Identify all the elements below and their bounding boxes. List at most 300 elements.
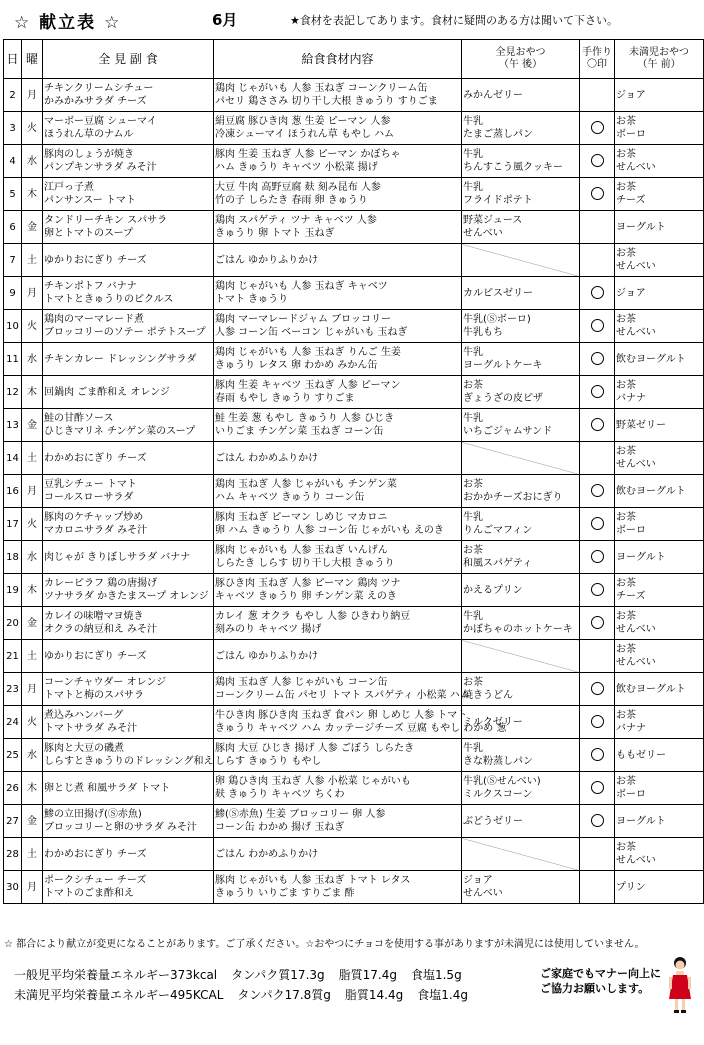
- snack-am-cell: [615, 640, 704, 673]
- nutrition-line-toddler: 未満児平均栄養量エネルギー495KCAL タンパク17.8質g 脂質14.4g 食塩1.4g: [14, 988, 468, 1002]
- cell-line: お茶: [616, 776, 636, 787]
- cell-line: ブロッコリーと卵のサラダ みそ汁: [44, 822, 197, 833]
- cell-line: 竹の子 しらたき 春雨 卵 きゅうり: [215, 195, 368, 206]
- snack-am-cell: [615, 805, 704, 838]
- cell-line: いりごま チンゲン菜 玉ねぎ コーン缶: [215, 426, 384, 437]
- day-cell: 23: [4, 673, 22, 706]
- cell-line: ヨーグルト: [616, 221, 666, 233]
- day-cell: 18: [4, 541, 22, 574]
- cell-line: お茶: [616, 248, 636, 259]
- handmade-cell: [580, 805, 615, 838]
- day-cell: 16: [4, 475, 22, 508]
- handmade-cell: [580, 145, 615, 178]
- cell-line: お茶: [616, 149, 636, 160]
- cell-line: 鶏肉 玉ねぎ 人参 じゃがいも チンゲン菜: [215, 479, 397, 490]
- menu-row: [4, 508, 704, 541]
- cell-line: 牛乳: [463, 149, 483, 160]
- menu-row: [4, 640, 704, 673]
- lunch-cell: [43, 343, 214, 376]
- snack-am-cell: [615, 409, 704, 442]
- cell-line: せんべい: [616, 327, 656, 338]
- cell-line: 豚肉 生姜 玉ねぎ 人参 ピーマン かぼちゃ: [215, 149, 401, 160]
- menu-row: [4, 673, 704, 706]
- cell-line: 卵とトマトのスープ: [44, 228, 133, 239]
- handmade-cell: [580, 838, 615, 871]
- cell-line: ごはん わかめふりかけ: [215, 848, 319, 860]
- snack-pm-cell: [462, 145, 580, 178]
- snack-am-cell: [615, 706, 704, 739]
- snack-am-cell: [615, 772, 704, 805]
- cell-line: ぶどうゼリー: [463, 815, 523, 827]
- header-note: ★食材を表記してあります。食材に疑問のある方は聞いて下さい。: [290, 14, 618, 27]
- handmade-cell: [580, 772, 615, 805]
- cell-line: しらす きゅうり もやし: [215, 756, 322, 767]
- handmade-cell: [580, 112, 615, 145]
- snack-pm-cell: [462, 607, 580, 640]
- handmade-mark-icon: [591, 385, 604, 398]
- lunch-cell: [43, 475, 214, 508]
- dow-cell: 金: [22, 805, 43, 838]
- snack-pm-cell: [462, 343, 580, 376]
- lunch-cell: [43, 574, 214, 607]
- snack-am-cell: [615, 244, 704, 277]
- cell-line: ごはん ゆかりふりかけ: [215, 650, 319, 662]
- cell-line: フライドポテト: [463, 195, 533, 206]
- menu-row: [4, 574, 704, 607]
- cell-line: ボーロ: [616, 789, 646, 800]
- snack-pm-cell: [462, 871, 580, 904]
- ingredients-cell: [214, 79, 462, 112]
- menu-row: [4, 145, 704, 178]
- dow-cell: 水: [22, 145, 43, 178]
- cell-line: 春雨 もやし きゅうり すりごま: [215, 393, 355, 404]
- snack-pm-cell: [462, 772, 580, 805]
- cell-line: お茶: [463, 380, 483, 391]
- cell-line: 人参 コーン缶 ベーコン じゃがいも 玉ねぎ: [215, 327, 408, 338]
- cell-line: 卵 鶏ひき肉 玉ねぎ 人参 小松菜 じゃがいも: [215, 776, 411, 787]
- snack-am-cell: [615, 541, 704, 574]
- dow-cell: 土: [22, 442, 43, 475]
- snack-pm-cell: [462, 178, 580, 211]
- cell-line: かみかみサラダ チーズ: [44, 96, 147, 107]
- day-cell: 28: [4, 838, 22, 871]
- handmade-mark-icon: [591, 550, 604, 563]
- cell-line: 豚肉 生姜 キャベツ 玉ねぎ 人参 ピーマン: [215, 380, 401, 391]
- menu-row: [4, 244, 704, 277]
- ingredients-cell: [214, 871, 462, 904]
- snack-am-cell: [615, 475, 704, 508]
- snack-am-cell: [615, 673, 704, 706]
- ingredients-cell: [214, 508, 462, 541]
- cell-line: きゅうり 卵 トマト 玉ねぎ: [215, 228, 335, 239]
- cell-line: 鶏肉 玉ねぎ 人参 じゃがいも コーン缶: [215, 677, 388, 688]
- snack-pm-cell: [462, 508, 580, 541]
- cell-line: 鶏肉 スパゲティ ツナ キャベツ 人参: [215, 215, 377, 226]
- ingredients-cell: [214, 772, 462, 805]
- cell-line: 牛乳: [463, 347, 483, 358]
- nutrition-line-general: 一般児平均栄養量エネルギー373kcal タンパク質17.3g 脂質17.4g 食塩1.5g: [14, 968, 462, 982]
- cell-line: パンプキンサラダ みそ汁: [44, 162, 157, 173]
- cell-line: 牛乳: [463, 611, 483, 622]
- cell-line: 回鍋肉 ごま酢和え オレンジ: [44, 386, 170, 398]
- lunch-cell: [43, 772, 214, 805]
- cell-line: トマトサラダ みそ汁: [44, 723, 138, 734]
- dow-cell: 土: [22, 640, 43, 673]
- cell-line: 卵 ハム きゅうり 人参 コーン缶 じゃがいも えのき: [215, 525, 444, 536]
- cell-line: 鶏肉 じゃがいも 人参 玉ねぎ キャベツ: [215, 281, 388, 292]
- menu-row: [4, 607, 704, 640]
- snack-pm-cell: [462, 409, 580, 442]
- cell-line: 絹豆腐 豚ひき肉 葱 生姜 ピーマン 人参: [215, 116, 391, 127]
- cell-line: ミルクゼリー: [463, 716, 523, 728]
- cell-line: 豚肉 大豆 ひじき 揚げ 人参 ごぼう しらたき: [215, 743, 415, 754]
- handmade-cell: [580, 376, 615, 409]
- handmade-mark-icon: [591, 748, 604, 761]
- menu-row: [4, 475, 704, 508]
- lunch-cell: [43, 79, 214, 112]
- ingredients-cell: [214, 739, 462, 772]
- cell-line: コーン缶 わかめ 揚げ 玉ねぎ: [215, 822, 345, 833]
- day-cell: 24: [4, 706, 22, 739]
- handmade-mark-icon: [591, 616, 604, 629]
- cell-line: せんべい: [616, 624, 656, 635]
- snack-am-cell: [615, 607, 704, 640]
- cell-line: 豆乳シチュー トマト: [44, 479, 137, 490]
- snack-pm-cell: [462, 838, 580, 871]
- snack-pm-cell: [462, 277, 580, 310]
- ingredients-cell: [214, 145, 462, 178]
- cell-line: おかかチーズおにぎり: [463, 492, 563, 503]
- lunch-cell: [43, 871, 214, 904]
- cell-line: ボーロ: [616, 525, 646, 536]
- cell-line: わかめおにぎり チーズ: [44, 848, 147, 860]
- day-cell: 27: [4, 805, 22, 838]
- header: [0, 0, 704, 36]
- menu-body: [4, 79, 704, 904]
- day-cell: 5: [4, 178, 22, 211]
- lunch-cell: [43, 706, 214, 739]
- cell-line: ジョア: [616, 287, 646, 299]
- cell-line: 麸 きゅうり キャベツ ちくわ: [215, 789, 345, 800]
- snack-pm-cell: [462, 739, 580, 772]
- handmade-cell: [580, 442, 615, 475]
- handmade-cell: [580, 574, 615, 607]
- handmade-cell: [580, 244, 615, 277]
- lunch-cell: [43, 376, 214, 409]
- cell-line: 和風スパゲティ: [463, 558, 533, 569]
- cell-line: チキンカレー ドレッシングサラダ: [44, 353, 197, 365]
- cell-line: きゅうり レタス 卵 わかめ みかん缶: [215, 360, 378, 371]
- cell-line: 牛乳(Ⓢボーロ): [463, 314, 531, 325]
- dow-cell: 水: [22, 739, 43, 772]
- day-cell: 4: [4, 145, 22, 178]
- day-cell: 10: [4, 310, 22, 343]
- lunch-cell: [43, 739, 214, 772]
- cell-line: 冷凍シューマイ ほうれん草 もやし ハム: [215, 129, 395, 140]
- day-cell: 25: [4, 739, 22, 772]
- cell-line: お茶: [616, 380, 636, 391]
- cell-line: ヨーグルト: [616, 815, 666, 827]
- handmade-cell: [580, 739, 615, 772]
- cell-line: 飲むヨーグルト: [616, 353, 686, 365]
- cell-line: 肉じゃが きりぼしサラダ バナナ: [44, 551, 191, 563]
- snack-am-cell: [615, 871, 704, 904]
- day-cell: 11: [4, 343, 22, 376]
- snack-am-cell: [615, 112, 704, 145]
- handmade-cell: [580, 673, 615, 706]
- ingredients-cell: [214, 475, 462, 508]
- cell-line: タンドリーチキン スパサラ: [44, 215, 168, 226]
- cell-line: コーンクリーム缶 パセリ トマト スパゲティ 小松菜 ハム: [215, 690, 470, 701]
- handmade-cell: [580, 706, 615, 739]
- cell-line: かぼちゃのホットケーキ: [463, 624, 573, 635]
- cell-line: お茶: [616, 842, 636, 853]
- snack-am-cell: [615, 79, 704, 112]
- lunch-cell: [43, 112, 214, 145]
- cell-line: ももゼリー: [616, 749, 666, 761]
- day-cell: 2: [4, 79, 22, 112]
- cell-line: しらたき しらす 切り干し大根 きゅうり: [215, 558, 395, 569]
- cell-line: カルピスゼリー: [463, 287, 533, 299]
- cell-line: カレイ 葱 オクラ もやし 人参 ひきわり納豆: [215, 611, 411, 622]
- handmade-cell: [580, 409, 615, 442]
- dow-cell: 水: [22, 343, 43, 376]
- cell-line: 豚ひき肉 玉ねぎ 人参 ピーマン 鶏肉 ツナ: [215, 578, 401, 589]
- lunch-cell: [43, 673, 214, 706]
- footer-note: ☆ 都合により献立が変更になることがあります。ご了承ください。☆おやつにチョコを使用する事がありますが未満児には使用していません。: [4, 939, 645, 950]
- cell-line: きゅうり いりごま すりごま 酢: [215, 888, 355, 899]
- snack-am-cell: [615, 442, 704, 475]
- cell-line: バナナ: [616, 723, 646, 734]
- lunch-cell: [43, 442, 214, 475]
- cell-line: せんべい: [616, 459, 656, 470]
- snack-pm-cell: [462, 244, 580, 277]
- ingredients-cell: [214, 640, 462, 673]
- cell-line: カレイの味噌マヨ焼き: [44, 611, 144, 622]
- ingredients-cell: [214, 376, 462, 409]
- cell-line: 鶏肉 マーマレードジャム ブロッコリー: [215, 314, 391, 325]
- ingredients-cell: [214, 607, 462, 640]
- lunch-cell: [43, 244, 214, 277]
- cell-line: ゆかりおにぎり チーズ: [44, 254, 147, 266]
- handmade-cell: [580, 541, 615, 574]
- cell-line: 刻みのり キャベツ 揚げ: [215, 624, 322, 635]
- ingredients-cell: [214, 178, 462, 211]
- snack-am-cell: [615, 277, 704, 310]
- cell-line: チキンポトフ バナナ: [44, 281, 137, 292]
- menu-row: [4, 277, 704, 310]
- day-cell: 7: [4, 244, 22, 277]
- menu-row: [4, 442, 704, 475]
- lunch-cell: [43, 409, 214, 442]
- cell-line: 大豆 牛肉 高野豆腐 麸 刻み昆布 人参: [215, 182, 381, 193]
- handmade-cell: [580, 310, 615, 343]
- cell-line: トマト きゅうり: [215, 294, 289, 305]
- dow-cell: 金: [22, 607, 43, 640]
- cell-line: ボーロ: [616, 129, 646, 140]
- menu-row: [4, 211, 704, 244]
- ingredients-cell: [214, 244, 462, 277]
- cell-line: お茶: [616, 446, 636, 457]
- manners-message: ご家庭でもマナー向上に ご協力お願いします。: [540, 967, 661, 995]
- day-cell: 17: [4, 508, 22, 541]
- dow-cell: 火: [22, 112, 43, 145]
- day-cell: 19: [4, 574, 22, 607]
- snack-pm-cell: [462, 112, 580, 145]
- snack-pm-cell: [462, 310, 580, 343]
- handmade-mark-icon: [591, 418, 604, 431]
- cell-line: お茶: [616, 182, 636, 193]
- day-cell: 30: [4, 871, 22, 904]
- cell-line: わかめおにぎり チーズ: [44, 452, 147, 464]
- dow-cell: 木: [22, 178, 43, 211]
- cell-line: ひじきマリネ チンゲン菜のスープ: [44, 426, 196, 437]
- dow-cell: 火: [22, 310, 43, 343]
- snack-pm-cell: [462, 673, 580, 706]
- cell-line: せんべい: [616, 855, 656, 866]
- cell-line: お茶: [616, 578, 636, 589]
- cell-line: 鯵(Ⓢ赤魚) 生姜 ブロッコリー 卵 人参: [215, 809, 386, 820]
- cell-line: バナナ: [616, 393, 646, 404]
- day-cell: 20: [4, 607, 22, 640]
- handmade-mark-icon: [591, 583, 604, 596]
- snack-pm-cell: [462, 541, 580, 574]
- ingredients-cell: [214, 112, 462, 145]
- ingredients-cell: [214, 343, 462, 376]
- handmade-cell: [580, 871, 615, 904]
- cell-line: チキンクリームシチュー: [44, 83, 154, 94]
- snack-pm-cell: [462, 475, 580, 508]
- cell-line: お茶: [616, 512, 636, 523]
- snack-am-cell: [615, 739, 704, 772]
- handmade-cell: [580, 211, 615, 244]
- dow-cell: 土: [22, 838, 43, 871]
- cell-line: ポークシチュー チーズ: [44, 875, 147, 886]
- dow-cell: 月: [22, 871, 43, 904]
- cell-line: マーボー豆腐 シューマイ: [44, 116, 157, 127]
- cell-line: 牛乳: [463, 182, 483, 193]
- col-day: 日: [4, 40, 22, 79]
- cell-line: りんごマフィン: [463, 525, 533, 536]
- cell-line: ヨーグルト: [616, 551, 666, 563]
- col-snack-pm: 全見おやつ （午 後）: [462, 40, 580, 79]
- ingredients-cell: [214, 277, 462, 310]
- cell-line: 卵とじ煮 和風サラダ トマト: [44, 782, 171, 794]
- cell-line: ハム キャベツ きゅうり コーン缶: [215, 492, 365, 503]
- cell-line: 豚肉のケチャップ炒め: [44, 512, 144, 523]
- dow-cell: 月: [22, 79, 43, 112]
- dow-cell: 木: [22, 376, 43, 409]
- cell-line: ハム きゅうり キャベツ 小松菜 揚げ: [215, 162, 378, 173]
- col-handmade: 手作り 〇印: [580, 40, 615, 79]
- cell-line: ほうれん草のナムル: [44, 129, 134, 140]
- handmade-mark-icon: [591, 781, 604, 794]
- cell-line: せんべい: [463, 888, 503, 899]
- handmade-cell: [580, 640, 615, 673]
- cell-line: ごはん ゆかりふりかけ: [215, 254, 319, 266]
- day-cell: 3: [4, 112, 22, 145]
- lunch-cell: [43, 178, 214, 211]
- ingredients-cell: [214, 673, 470, 706]
- girl-illustration: [666, 955, 694, 1015]
- cell-line: トマトのごま酢和え: [44, 888, 134, 899]
- handmade-mark-icon: [591, 352, 604, 365]
- ingredients-cell: [214, 409, 462, 442]
- dow-cell: 木: [22, 772, 43, 805]
- menu-row: [4, 178, 704, 211]
- day-cell: 6: [4, 211, 22, 244]
- ingredients-cell: [214, 805, 462, 838]
- day-cell: 12: [4, 376, 22, 409]
- snack-pm-cell: [462, 211, 580, 244]
- ingredients-cell: [214, 574, 462, 607]
- cell-line: お茶: [616, 116, 636, 127]
- dow-cell: 月: [22, 277, 43, 310]
- snack-am-cell: [615, 211, 704, 244]
- dow-cell: 水: [22, 541, 43, 574]
- ingredients-cell: [214, 211, 462, 244]
- cell-line: 飲むヨーグルト: [616, 683, 686, 695]
- cell-line: 鮭 生姜 葱 もやし きゅうり 人参 ひじき: [215, 413, 395, 424]
- cell-line: パンサンスー トマト: [44, 195, 136, 206]
- cell-line: 牛乳もち: [463, 327, 503, 338]
- snack-pm-cell: [462, 376, 580, 409]
- cell-line: オクラの納豆和え みそ汁: [44, 624, 157, 635]
- handmade-cell: [580, 79, 615, 112]
- cell-line: 野菜ジュース: [463, 215, 523, 226]
- cell-line: たまご蒸しパン: [463, 129, 533, 140]
- cell-line: お茶: [463, 677, 483, 688]
- cell-line: チーズ: [616, 591, 646, 602]
- cell-line: コーンチャウダー オレンジ: [44, 677, 167, 688]
- menu-row: [4, 772, 704, 805]
- cell-line: 鶏肉のマーマレード煮: [44, 314, 144, 325]
- handmade-mark-icon: [591, 715, 604, 728]
- cell-line: トマトと梅のスパサラ: [44, 690, 144, 701]
- handmade-cell: [580, 607, 615, 640]
- dow-cell: 金: [22, 409, 43, 442]
- lunch-cell: [43, 145, 214, 178]
- cell-line: せんべい: [463, 228, 503, 239]
- day-cell: 14: [4, 442, 22, 475]
- cell-line: 豚肉 じゃがいも 人参 玉ねぎ いんげん: [215, 545, 388, 556]
- cell-line: ジョア: [463, 875, 493, 886]
- cell-line: 鯵の立田揚げ(Ⓢ赤魚): [44, 809, 142, 820]
- col-snack-am: 未満児おやつ （午 前）: [615, 40, 704, 79]
- snack-am-cell: [615, 343, 704, 376]
- lunch-cell: [43, 310, 214, 343]
- lunch-cell: [43, 838, 214, 871]
- cell-line: ごはん わかめふりかけ: [215, 452, 319, 464]
- lunch-cell: [43, 211, 214, 244]
- cell-line: みかんゼリー: [463, 89, 523, 101]
- month-label: 6月: [212, 11, 238, 29]
- cell-line: 牛乳: [463, 512, 483, 523]
- handmade-mark-icon: [591, 187, 604, 200]
- handmade-cell: [580, 178, 615, 211]
- menu-row: [4, 706, 704, 739]
- handmade-mark-icon: [591, 286, 604, 299]
- snack-pm-cell: [462, 640, 580, 673]
- day-cell: 21: [4, 640, 22, 673]
- cell-line: 牛乳: [463, 413, 483, 424]
- menu-row: [4, 310, 704, 343]
- ingredients-cell: [214, 442, 462, 475]
- col-dow: 曜: [22, 40, 43, 79]
- snack-am-cell: [615, 145, 704, 178]
- day-cell: 26: [4, 772, 22, 805]
- lunch-cell: [43, 277, 214, 310]
